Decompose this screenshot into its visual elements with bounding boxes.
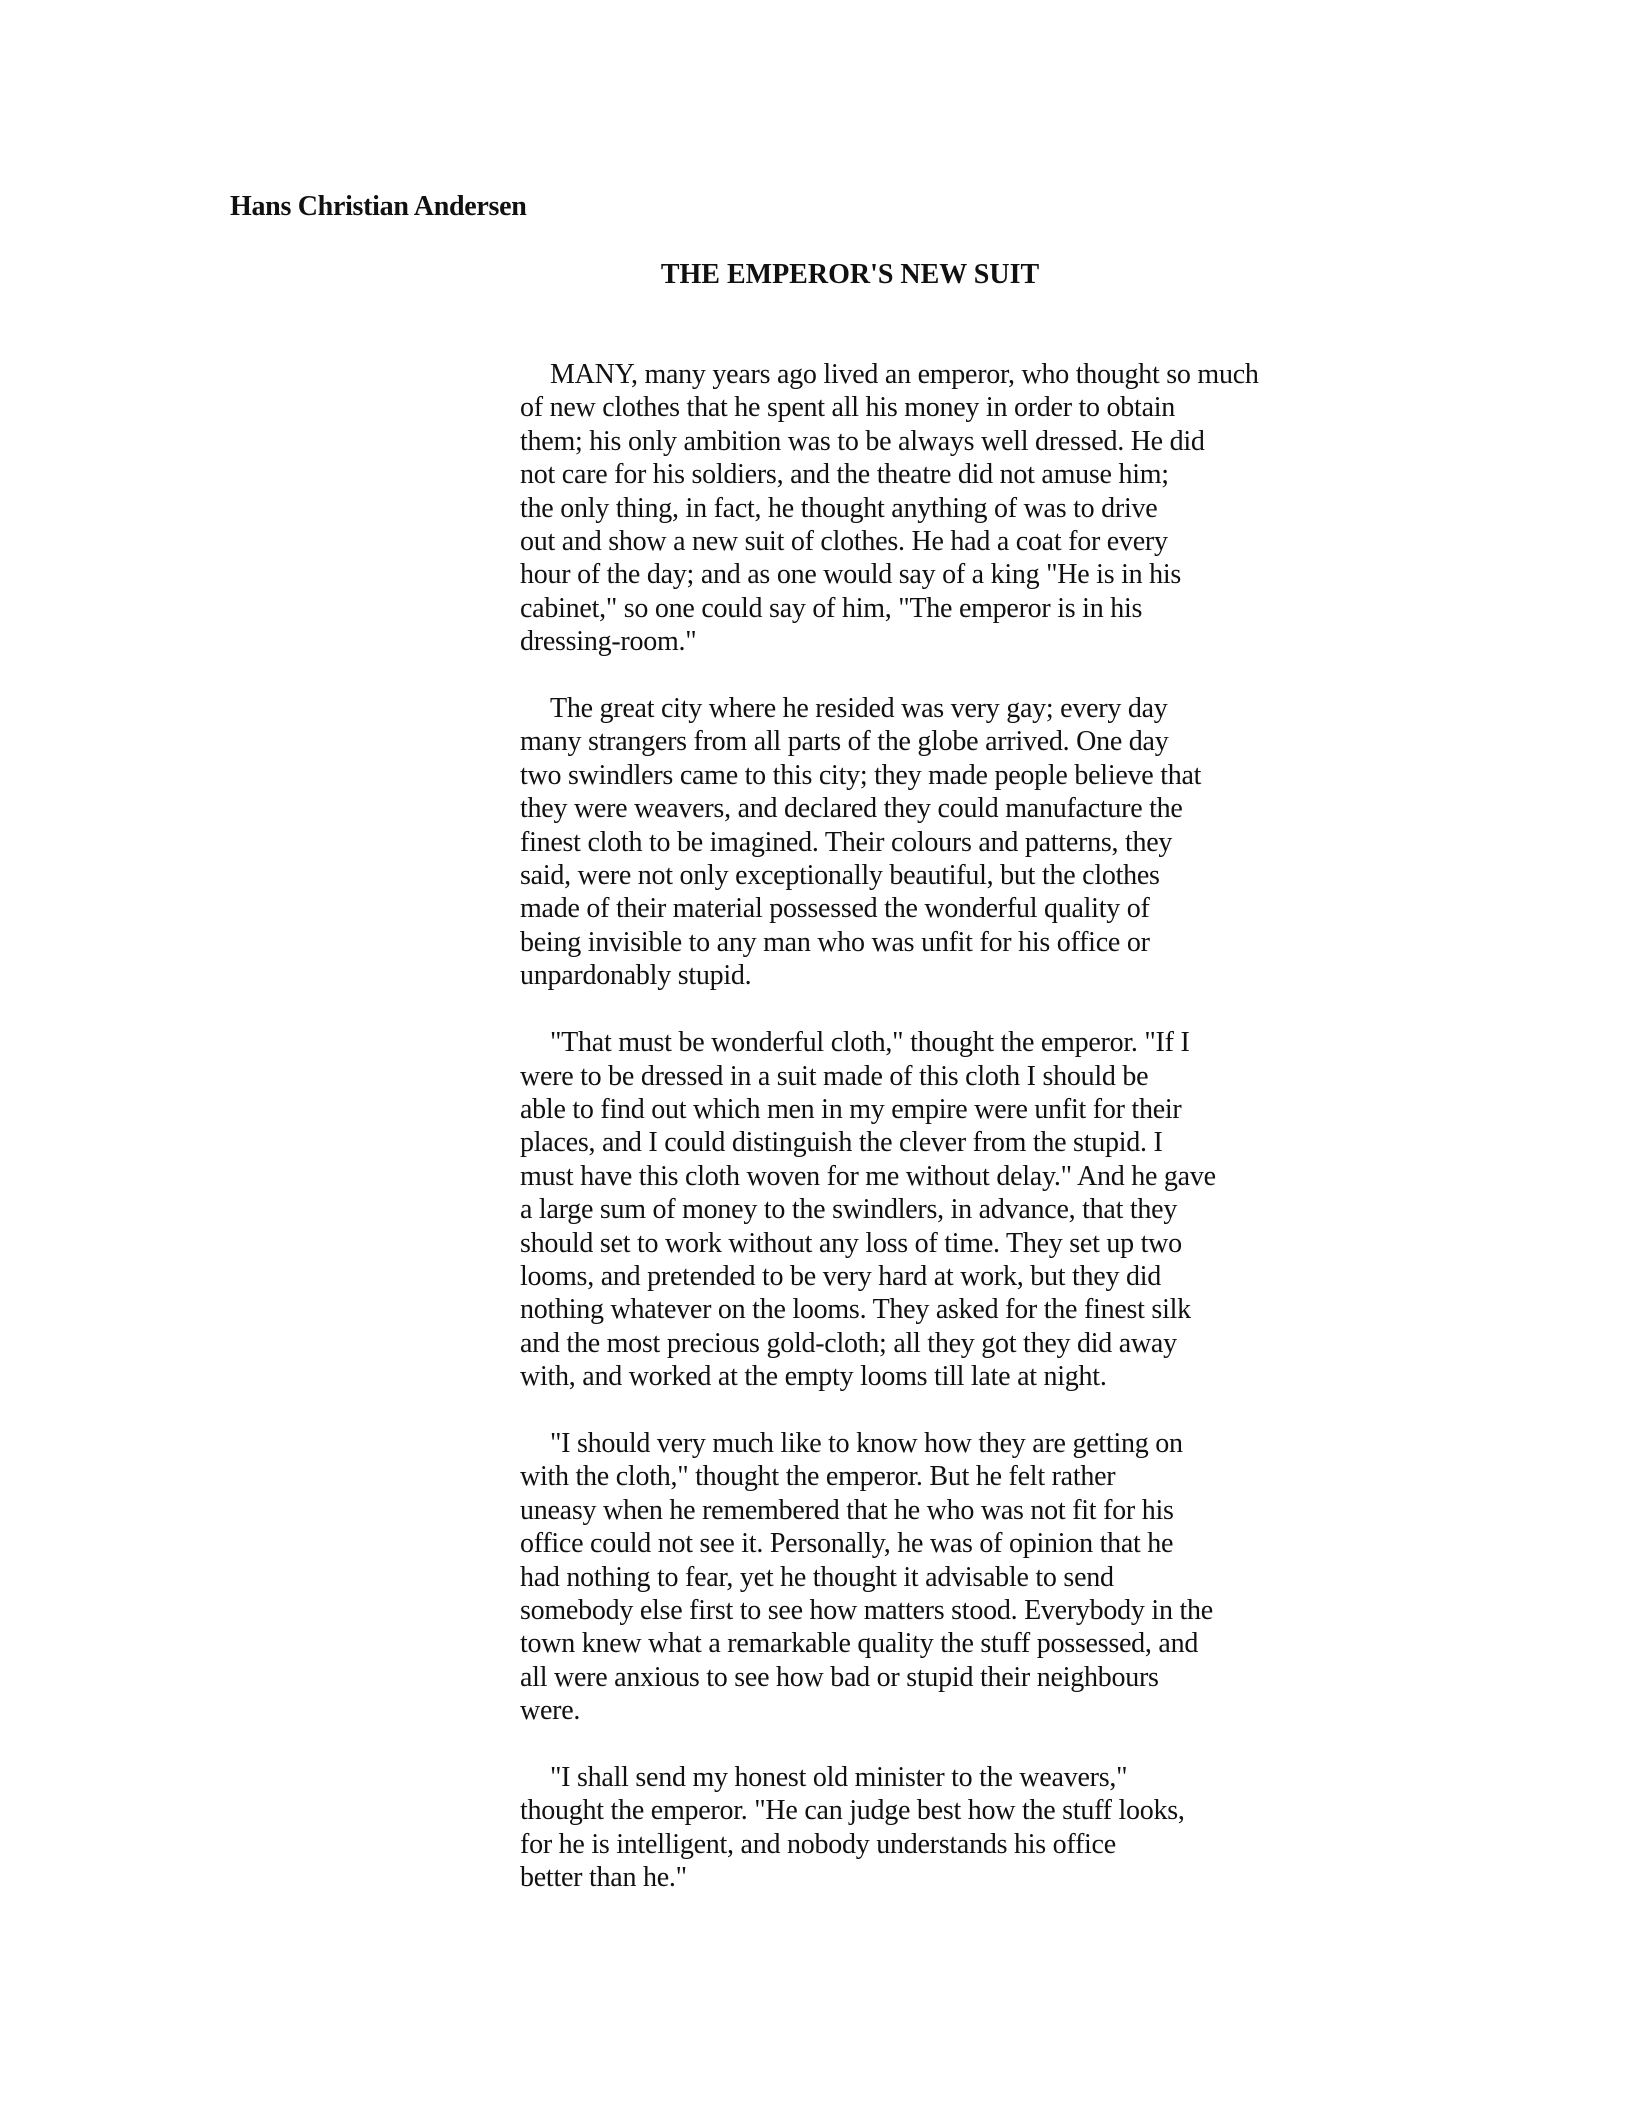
text-line: and the most precious gold-cloth; all they got they did away	[520, 1327, 1177, 1359]
text-line: should set to work without any loss of time. They set up two	[520, 1227, 1182, 1259]
story-body	[520, 358, 1360, 1928]
text-line: town knew what a remarkable quality the stuff possessed, and	[520, 1628, 1199, 1660]
text-line: had nothing to fear, yet he thought it advisable to send	[520, 1561, 1114, 1593]
text-line: with, and worked at the empty looms till late at night.	[520, 1361, 1107, 1393]
text-line: dressing-room."	[520, 626, 697, 658]
text-line: hour of the day; and as one would say of a king "He is in his	[520, 559, 1182, 591]
text-line: for he is intelligent, and nobody understands his office	[520, 1828, 1116, 1860]
text-line: a large sum of money to the swindlers, in advance, that they	[520, 1194, 1178, 1226]
text-line: looms, and pretended to be very hard at work, but they did	[520, 1260, 1161, 1292]
text-line: uneasy when he remembered that he who was not fit for his	[520, 1494, 1174, 1526]
text-line: out and show a new suit of clothes. He had a coat for every	[520, 526, 1168, 558]
text-line: places, and I could distinguish the clever from the stupid. I	[520, 1127, 1163, 1159]
text-line: must have this cloth woven for me without delay." And he gave	[520, 1160, 1216, 1192]
text-line: the only thing, in fact, he thought anything of was to drive	[520, 492, 1158, 524]
text-line: finest cloth to be imagined. Their colours and patterns, they	[520, 826, 1173, 858]
text-line: "I shall send my honest old minister to the weavers,"	[550, 1762, 1128, 1793]
text-line: being invisible to any man who was unfit for his office or	[520, 926, 1150, 958]
text-line: able to find out which men in my empire were unfit for their	[520, 1093, 1182, 1125]
text-line: not care for his soldiers, and the theatre did not amuse him;	[520, 459, 1169, 491]
text-line: somebody else first to see how matters stood. Everybody in the	[520, 1594, 1213, 1626]
text-line: The great city where he resided was very gay; every day	[550, 693, 1168, 725]
paragraph	[520, 692, 1360, 993]
author-name: Hans Christian Andersen	[230, 191, 527, 222]
text-line: them; his only ambition was to be always well dressed. He did	[520, 425, 1205, 457]
paragraph	[520, 1427, 1360, 1728]
text-line: "I should very much like to know how they are getting on	[550, 1427, 1183, 1459]
text-line: were.	[520, 1695, 581, 1727]
text-line: made of their material possessed the wonderful quality of	[520, 893, 1150, 925]
paragraph	[520, 358, 1360, 659]
text-line: many strangers from all parts of the globe arrived. One day	[520, 726, 1169, 758]
paragraph	[520, 1761, 1360, 1895]
text-line: office could not see it. Personally, he was of opinion that he	[520, 1528, 1174, 1560]
paragraph	[520, 1026, 1360, 1393]
text-line: better than he."	[520, 1862, 687, 1894]
text-line: of new clothes that he spent all his money in order to obtain	[520, 392, 1176, 424]
text-line: they were weavers, and declared they could manufacture the	[520, 793, 1183, 825]
text-line: "That must be wonderful cloth," thought the emperor. "If I	[550, 1027, 1190, 1059]
text-line: nothing whatever on the looms. They asked for the finest silk	[520, 1294, 1191, 1326]
text-line: cabinet," so one could say of him, "The emperor is in his	[520, 592, 1143, 624]
text-line: all were anxious to see how bad or stupid their neighbours	[520, 1661, 1159, 1693]
text-line: unpardonably stupid.	[520, 960, 752, 992]
story-title: THE EMPEROR'S NEW SUIT	[660, 259, 1040, 290]
text-line: two swindlers came to this city; they made people believe that	[520, 759, 1202, 791]
text-line: with the cloth," thought the emperor. But he felt rather	[520, 1461, 1116, 1493]
text-line: MANY, many years ago lived an emperor, who thought so much	[550, 359, 1259, 390]
text-line: thought the emperor. "He can judge best how the stuff looks,	[520, 1795, 1185, 1827]
text-line: said, were not only exceptionally beautiful, but the clothes	[520, 860, 1160, 892]
text-line: were to be dressed in a suit made of this cloth I should be	[520, 1060, 1149, 1092]
